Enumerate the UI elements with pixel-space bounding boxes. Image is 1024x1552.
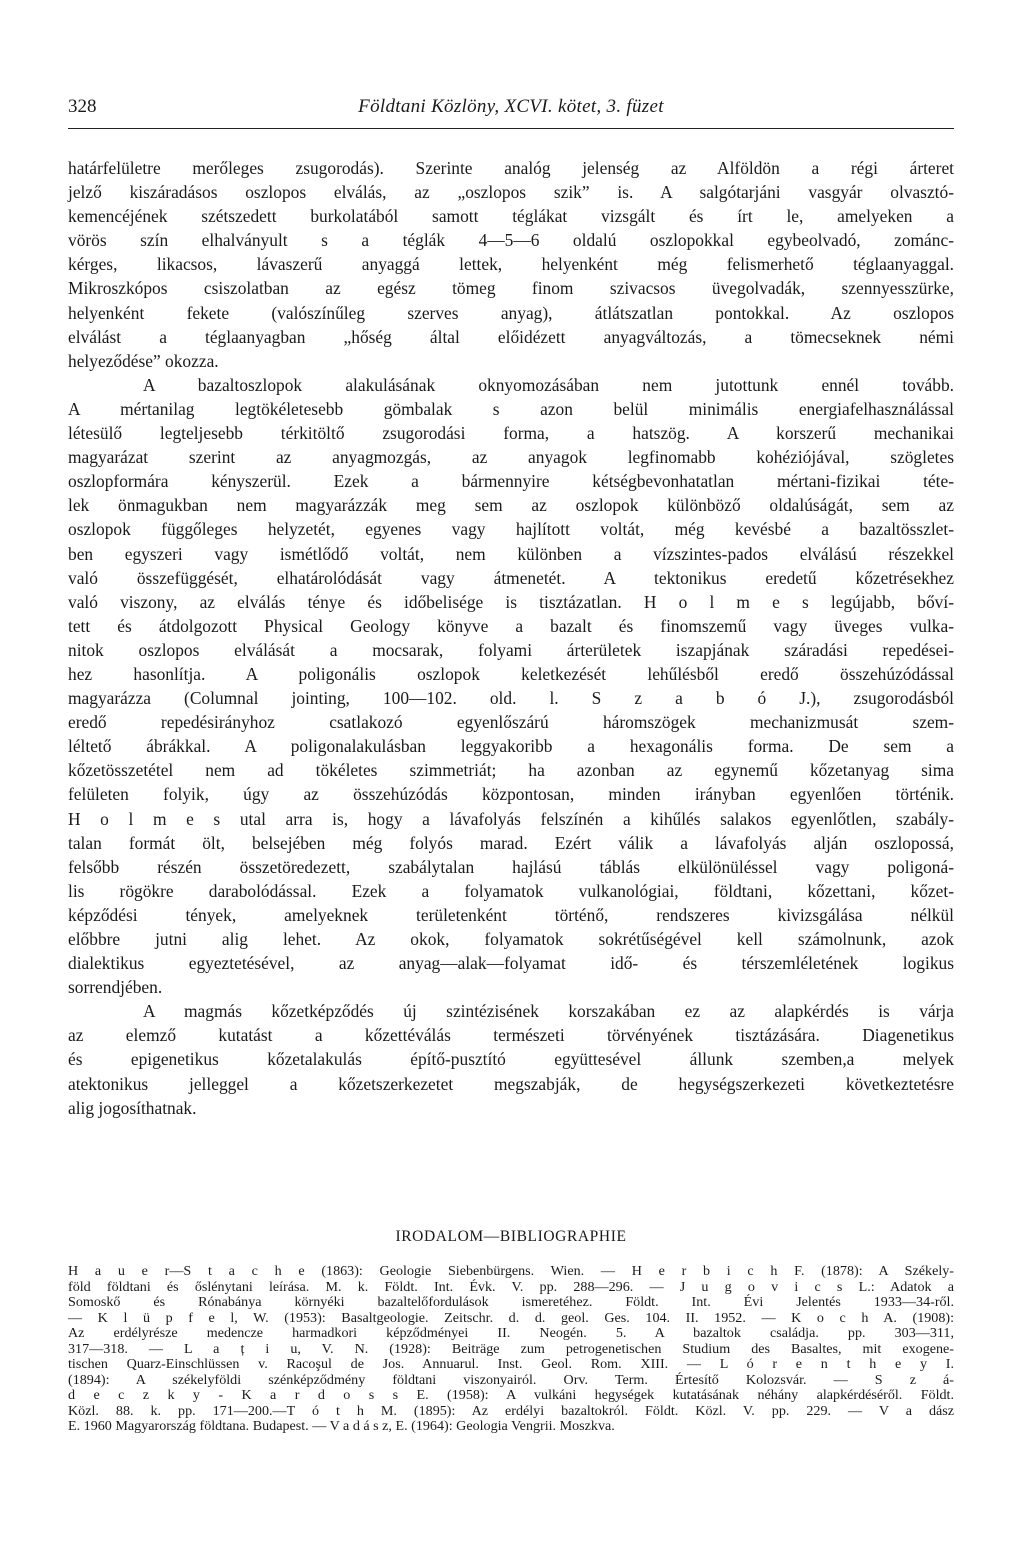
reference-line: E. 1960 Magyarország földtana. Budapest. — V a d á s z, E. (1964): Geologia Vengrii. Moszkva.	[68, 1418, 615, 1434]
body-line: tett és átdolgozott Physical Geology könyve a bazalt és finomszemű vagy üveges vulka-	[68, 615, 954, 636]
body-line: dialektikus egyeztetésével, az anyag—alak—folyamat idő- és térszemléletének logikus	[68, 953, 954, 974]
body-line: helyeződése” okozza.	[68, 350, 219, 371]
reference-line: d e c z k y - K a r d o s s E. (1958): A vulkáni hegységek kutatásának néhány alapkérdéséről. Földt.	[68, 1387, 954, 1403]
reference-line: — K l ü p f e l, W. (1953): Basaltgeologie. Zeitschr. d. d. geol. Ges. 104. II. 1952. — K o c h A. (1908):	[68, 1309, 954, 1326]
body-line: magyarázat szerint az anyagmozgás, az anyagok legfinomabb kohéziójával, szögletes	[68, 447, 954, 468]
page-number: 328	[68, 96, 97, 117]
running-title: Földtani Közlöny, XCVI. kötet, 3. füzet	[358, 96, 664, 117]
references-list	[68, 1264, 954, 1435]
body-line: A mértanilag legtökéletesebb gömbalak s azon belül minimális energiafelhasználással	[68, 398, 954, 419]
body-line: ben egyszeri vagy ismétlődő voltát, nem különben a vízszintes-pados elválású részekkel	[68, 543, 954, 564]
body-line: hez hasonlítja. A poligonális oszlopok keletkezését lehűlésből eredő összehúzódással	[68, 663, 954, 684]
reference-line: Somoskő és Rónabánya környéki bazaltelőfordulások ismeretéhez. Földt. Int. Évi Jelentés 1933—34-ről.	[68, 1294, 954, 1310]
body-line: kemencéjének szétszedett burkolatából samott téglákat vizsgált és írt le, amelyeken a	[68, 206, 954, 227]
body-line: képződési tények, amelyeknek területenként történő, rendszeres kivizsgálása nélkül	[68, 904, 954, 925]
page-header	[68, 96, 954, 129]
body-line: A magmás kőzetképződés új szintézisének korszakában ez az alapkérdés is várja	[143, 1001, 954, 1022]
body-line: való viszony, az elválás ténye és időbelisége is tisztázatlan. H o l m e s legújabb, bőví-	[68, 591, 954, 612]
body-line: atektonikus jelleggel a kőzetszerkezetet megszabják, de hegységszerkezeti következtetésre	[68, 1073, 954, 1094]
body-line: H o l m e s utal arra is, hogy a lávafolyás felszínén a kihűlés salakos egyenlőtlen, szabály-	[68, 808, 954, 829]
references-heading: IRODALOM—BIBLIOGRAPHIE	[395, 1228, 627, 1245]
body-line: és epigenetikus kőzetalakulás építő-pusztító együttesével állunk szemben,a melyek	[68, 1049, 954, 1070]
body-line: lek önmagukban nem magyarázzák meg sem az oszlopok különböző oldalúságát, sem az	[68, 495, 954, 516]
reference-line: föld földtani és őslénytani leírása. M. k. Földt. Int. Évk. V. pp. 288—296. — J u g o v i c s L.: Adatok a	[68, 1278, 954, 1295]
body-line: talan formát ölt, belsejében még folyós marad. Ezért válik a lávafolyás alján oszlopossá,	[68, 832, 954, 853]
body-line: oszlopformára kényszerül. Ezek a bármennyire kétségbevonhatatlan mértani-fizikai téte-	[68, 471, 954, 492]
body-line: előbbre jutni alig lehet. Az okok, folyamatok sokrétűségével kell számolnunk, azok	[68, 929, 954, 949]
body-line: létesülő legteljesebb térkitöltő zsugorodási forma, a hatszög. A korszerű mechanikai	[68, 423, 954, 444]
body-line: való összefüggését, elhatárolódását vagy átmenetét. A tektonikus eredetű kőzetrésekhez	[68, 567, 954, 588]
body-line: az elemző kutatást a kőzettéválás természeti törvényének tisztázására. Diagenetikus	[68, 1025, 954, 1046]
body-line: léltető ábrákkal. A poligonalakulásban leggyakoribb a hexagonális forma. De sem a	[68, 736, 954, 757]
body-line: elválást a téglaanyagban „hőség által előidézett anyagváltozás, a tömecseknek némi	[68, 326, 954, 347]
body-line: kőzetösszetétel nem ad tökéletes szimmetriát; ha azonban az egynemű kőzetanyag sima	[68, 760, 954, 781]
body-line: határfelületre merőleges zsugorodás). Szerinte analóg jelenség az Alföldön a régi árteret	[68, 158, 954, 178]
body-line: vörös szín elhalványult s a téglák 4—5—6 oldalú oszlopokkal egybeolvadó, zománc-	[68, 230, 954, 251]
reference-line: (1894): A székelyföldi szénképződmény földtani viszonyairól. Orv. Term. Értesítő Kolozsvár. — S z á-	[68, 1371, 954, 1388]
body-line: eredő repedésirányhoz csatlakozó egyenlőszárú háromszögek mechanizmusát szem-	[68, 712, 954, 733]
body-text	[68, 156, 954, 1120]
body-line: felsőbb részén összetöredezett, szabálytalan hajlású táblás elkülönüléssel vagy poligoná-	[68, 856, 954, 877]
body-line: nitok oszlopos elválását a mocsarak, folyami árterületek iszapjának száradási repedései-	[68, 639, 954, 660]
body-line: sorrendjében.	[68, 977, 163, 998]
reference-line: H a u e r—S t a c h e (1863): Geologie Siebenbürgens. Wien. — H e r b i c h F. (1878): A Székely-	[68, 1263, 954, 1279]
body-line: Mikroszkópos csiszolatban az egész tömeg finom szivacsos üvegolvadák, szennyesszürke,	[68, 278, 954, 299]
body-line: felületen folyik, úgy az összehúzódás központosan, minden irányban egyenlően történik.	[68, 784, 954, 805]
body-line: lis rögökre darabolódással. Ezek a folyamatok vulkanológiai, földtani, kőzettani, kőzet-	[68, 880, 954, 901]
body-line: oszlopok függőleges helyzetét, egyenes vagy hajlított voltát, még kevésbé a bazaltösszlet-	[68, 519, 954, 540]
body-line: helyenként fekete (valószínűleg szerves anyag), átlátszatlan pontokkal. Az oszlopos	[68, 302, 954, 323]
references-section	[68, 1228, 954, 1435]
body-line: jelző kiszáradásos oszlopos elválás, az „oszlopos szik” is. A salgótarjáni vasgyár olvasztó-	[68, 182, 954, 203]
body-line: alig jogosíthatnak.	[68, 1097, 197, 1118]
reference-line: tischen Quarz-Einschlüssen v. Racoşul de Jos. Annuarul. Inst. Geol. Rom. XIII. — L ó r e n t h e y I.	[68, 1356, 954, 1372]
reference-line: Az erdélyrésze medencze harmadkori képződményei II. Neogén. 5. A bazaltok családja. pp. 303—311,	[68, 1325, 954, 1341]
reference-line: 317—318. — L a ț i u, V. N. (1928): Beiträge zum petrogenetischen Studium des Basaltes, mit exogene-	[68, 1340, 954, 1357]
body-line: A bazaltoszlopok alakulásának oknyomozásában nem jutottunk ennél tovább.	[143, 374, 954, 395]
body-line: magyarázza (Columnal jointing, 100—102. old. l. S z a b ó J.), zsugorodásból	[68, 688, 954, 709]
reference-line: Közl. 88. k. pp. 171—200.—T ó t h M. (1895): Az erdélyi bazaltokról. Földt. Közl. V. pp. 229. — V a dász	[68, 1402, 954, 1419]
body-line: kérges, likacsos, lávaszerű anyaggá lettek, helyenként még felismerhető téglaanyaggal.	[68, 254, 954, 275]
